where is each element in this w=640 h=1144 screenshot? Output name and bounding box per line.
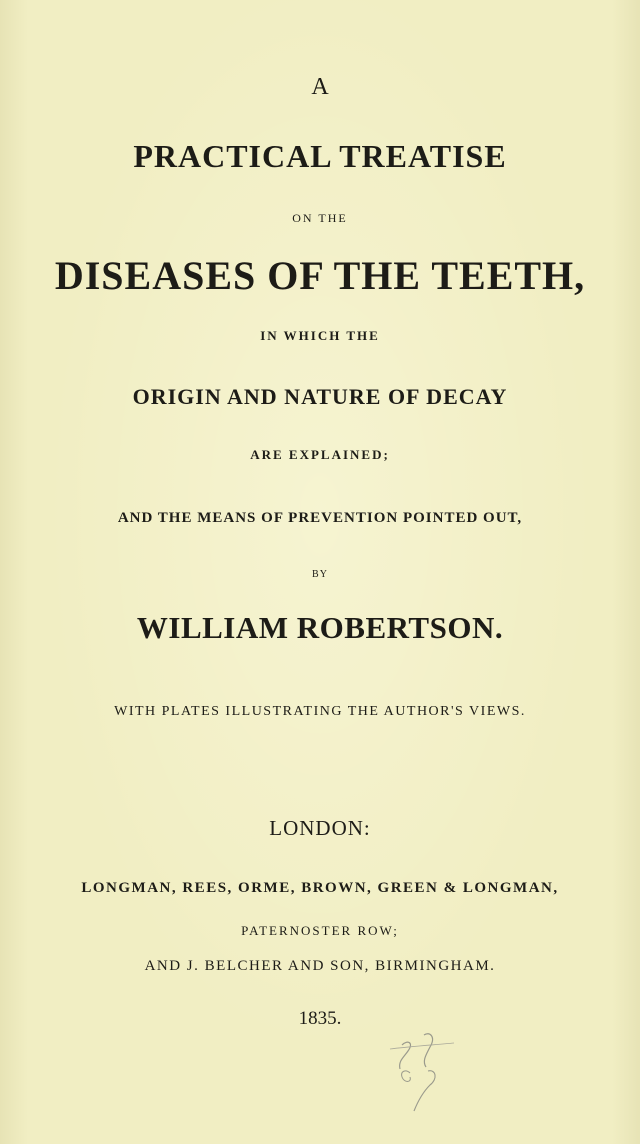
title-line-2: DISEASES OF THE TEETH, — [54, 253, 586, 298]
title-connector: ON THE — [292, 211, 348, 225]
imprint-co-publisher: AND J. BELCHER AND SON, BIRMINGHAM. — [144, 958, 496, 974]
subtitle-end: AND THE MEANS OF PREVENTION POINTED OUT, — [117, 510, 523, 526]
illustrations-note: WITH PLATES ILLUSTRATING THE AUTHOR'S VIEWS. — [114, 704, 526, 719]
imprint-year: 1835. — [298, 1008, 342, 1029]
imprint-publishers: LONGMAN, REES, ORME, BROWN, GREEN & LONGMAN, — [81, 880, 559, 896]
subtitle-continuation: ARE EXPLAINED; — [250, 447, 390, 462]
pencil-marks — [380, 1025, 460, 1115]
imprint-city: LONDON: — [269, 816, 371, 840]
title-article: A — [311, 74, 329, 100]
author-name: WILLIAM ROBERTSON. — [136, 610, 504, 645]
subtitle-main: ORIGIN AND NATURE OF DECAY — [132, 384, 508, 409]
by-line: BY — [312, 569, 328, 580]
subtitle-intro: IN WHICH THE — [260, 328, 380, 343]
title-line-1: PRACTICAL TREATISE — [133, 138, 507, 174]
imprint-address: PATERNOSTER ROW; — [241, 923, 399, 938]
